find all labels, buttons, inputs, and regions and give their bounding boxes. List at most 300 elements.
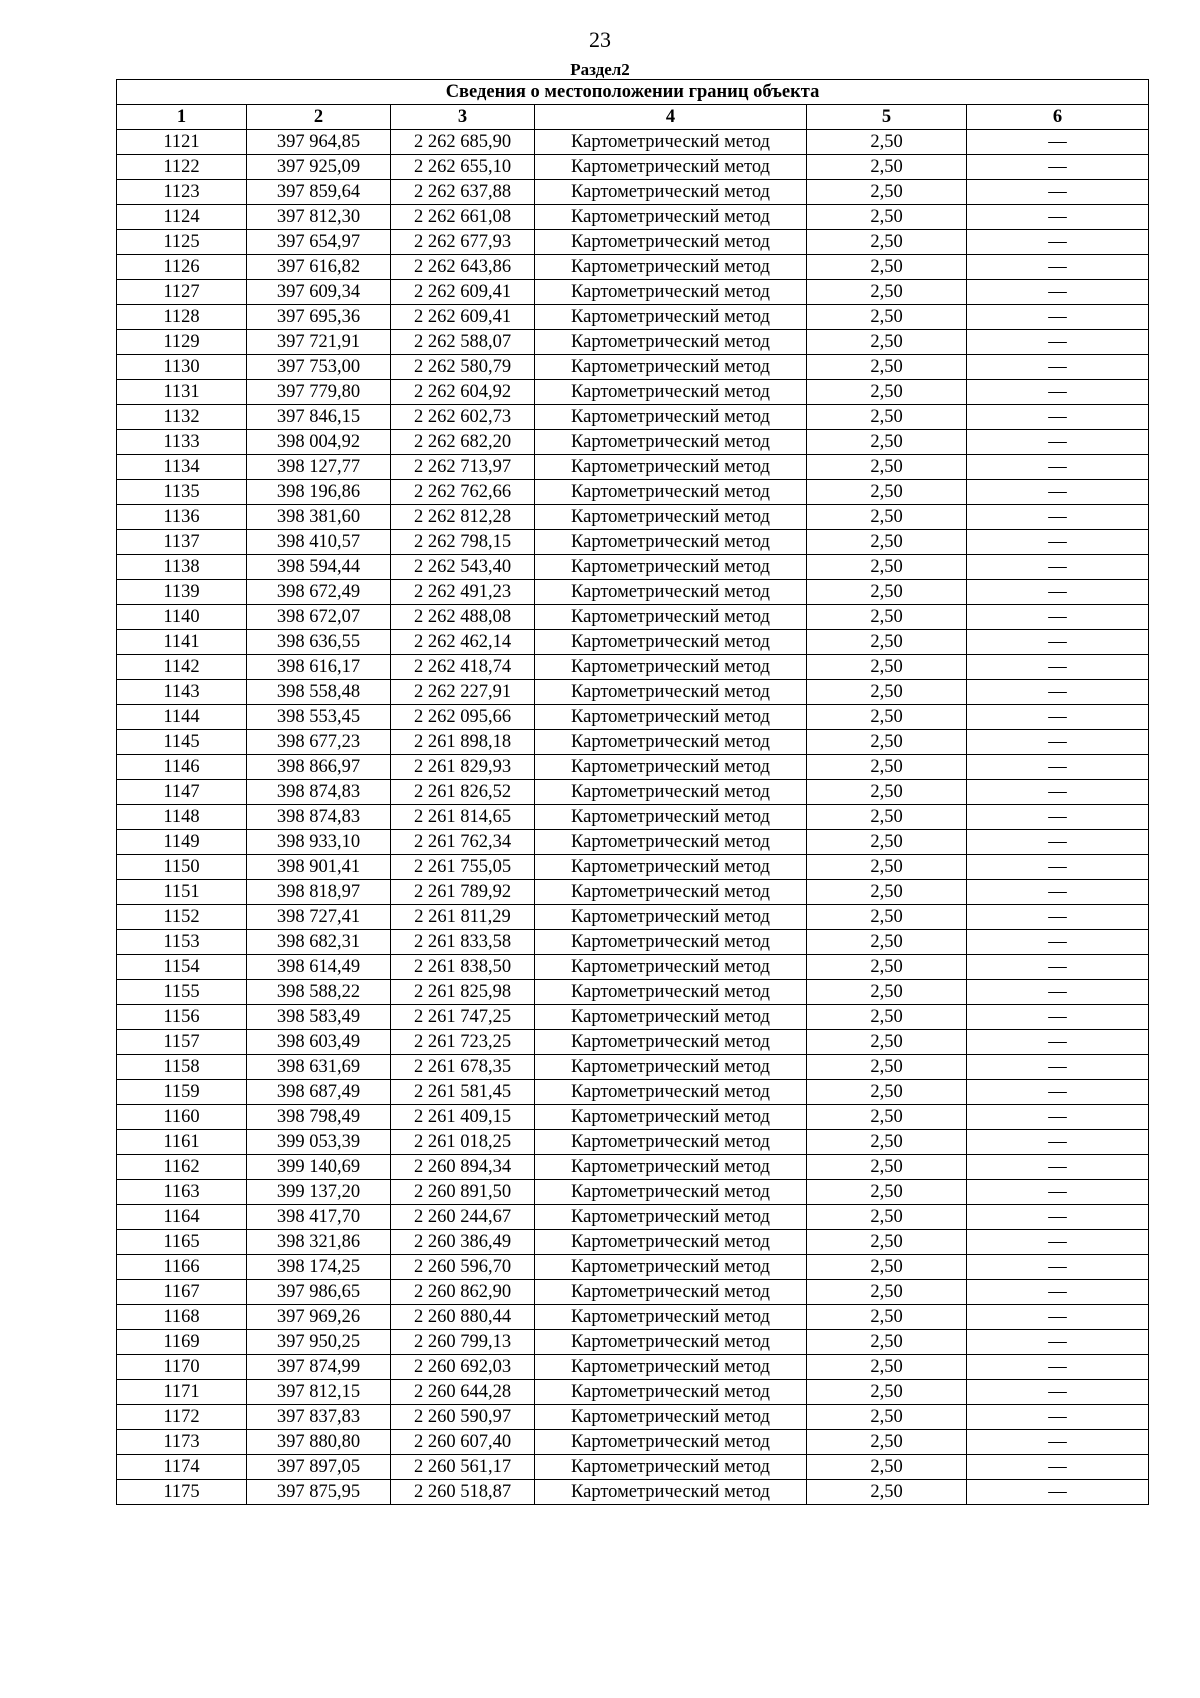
y-coordinate-cell: 2 262 609,41 (391, 280, 535, 305)
table-row (117, 1230, 1149, 1255)
point-number-cell: 1166 (117, 1255, 247, 1280)
y-coordinate-cell: 2 262 418,74 (391, 655, 535, 680)
x-coordinate-cell: 398 558,48 (247, 680, 391, 705)
x-coordinate-cell: 397 846,15 (247, 405, 391, 430)
x-coordinate-cell: 399 053,39 (247, 1130, 391, 1155)
point-number-cell: 1126 (117, 255, 247, 280)
description-cell: — (967, 1105, 1149, 1130)
description-cell: — (967, 1180, 1149, 1205)
y-coordinate-cell: 2 261 678,35 (391, 1055, 535, 1080)
description-cell: — (967, 505, 1149, 530)
y-coordinate-cell: 2 262 604,92 (391, 380, 535, 405)
method-cell: Картометрический метод (535, 530, 807, 555)
y-coordinate-cell: 2 261 826,52 (391, 780, 535, 805)
point-number-cell: 1173 (117, 1430, 247, 1455)
accuracy-cell: 2,50 (807, 1130, 967, 1155)
table-row (117, 1355, 1149, 1380)
accuracy-cell: 2,50 (807, 1230, 967, 1255)
x-coordinate-cell: 398 004,92 (247, 430, 391, 455)
accuracy-cell: 2,50 (807, 505, 967, 530)
y-coordinate-cell: 2 262 655,10 (391, 155, 535, 180)
y-coordinate-cell: 2 261 838,50 (391, 955, 535, 980)
x-coordinate-cell: 398 174,25 (247, 1255, 391, 1280)
table-row (117, 280, 1149, 305)
y-coordinate-cell: 2 261 755,05 (391, 855, 535, 880)
point-number-cell: 1135 (117, 480, 247, 505)
y-coordinate-cell: 2 262 812,28 (391, 505, 535, 530)
description-cell: — (967, 380, 1149, 405)
table-row (117, 255, 1149, 280)
y-coordinate-cell: 2 261 762,34 (391, 830, 535, 855)
point-number-cell: 1153 (117, 930, 247, 955)
x-coordinate-cell: 397 986,65 (247, 1280, 391, 1305)
point-number-cell: 1132 (117, 405, 247, 430)
x-coordinate-cell: 399 140,69 (247, 1155, 391, 1180)
point-number-cell: 1161 (117, 1130, 247, 1155)
method-cell: Картометрический метод (535, 1430, 807, 1455)
point-number-cell: 1152 (117, 905, 247, 930)
y-coordinate-cell: 2 260 862,90 (391, 1280, 535, 1305)
point-number-cell: 1134 (117, 455, 247, 480)
y-coordinate-cell: 2 260 692,03 (391, 1355, 535, 1380)
y-coordinate-cell: 2 260 891,50 (391, 1180, 535, 1205)
x-coordinate-cell: 397 950,25 (247, 1330, 391, 1355)
y-coordinate-cell: 2 262 491,23 (391, 580, 535, 605)
method-cell: Картометрический метод (535, 905, 807, 930)
x-coordinate-cell: 398 631,69 (247, 1055, 391, 1080)
point-number-cell: 1165 (117, 1230, 247, 1255)
accuracy-cell: 2,50 (807, 480, 967, 505)
y-coordinate-cell: 2 261 789,92 (391, 880, 535, 905)
method-cell: Картометрический метод (535, 480, 807, 505)
table-row (117, 930, 1149, 955)
x-coordinate-cell: 398 933,10 (247, 830, 391, 855)
y-coordinate-cell: 2 260 644,28 (391, 1380, 535, 1405)
point-number-cell: 1131 (117, 380, 247, 405)
accuracy-cell: 2,50 (807, 580, 967, 605)
method-cell: Картометрический метод (535, 1280, 807, 1305)
accuracy-cell: 2,50 (807, 405, 967, 430)
table-row (117, 1305, 1149, 1330)
method-cell: Картометрический метод (535, 1355, 807, 1380)
table-caption: Сведения о местоположении границ объекта (117, 80, 1149, 105)
y-coordinate-cell: 2 260 244,67 (391, 1205, 535, 1230)
description-cell: — (967, 830, 1149, 855)
accuracy-cell: 2,50 (807, 855, 967, 880)
x-coordinate-cell: 397 721,91 (247, 330, 391, 355)
y-coordinate-cell: 2 262 543,40 (391, 555, 535, 580)
point-number-cell: 1125 (117, 230, 247, 255)
point-number-cell: 1121 (117, 130, 247, 155)
point-number-cell: 1127 (117, 280, 247, 305)
description-cell: — (967, 805, 1149, 830)
description-cell: — (967, 430, 1149, 455)
x-coordinate-cell: 398 818,97 (247, 880, 391, 905)
y-coordinate-cell: 2 261 825,98 (391, 980, 535, 1005)
table-row (117, 580, 1149, 605)
accuracy-cell: 2,50 (807, 1055, 967, 1080)
method-cell: Картометрический метод (535, 130, 807, 155)
x-coordinate-cell: 397 880,80 (247, 1430, 391, 1455)
description-cell: — (967, 1255, 1149, 1280)
table-row (117, 1380, 1149, 1405)
table-row (117, 130, 1149, 155)
table-row (117, 405, 1149, 430)
x-coordinate-cell: 398 798,49 (247, 1105, 391, 1130)
description-cell: — (967, 480, 1149, 505)
method-cell: Картометрический метод (535, 780, 807, 805)
x-coordinate-cell: 397 969,26 (247, 1305, 391, 1330)
column-number: 5 (807, 105, 967, 130)
table-row (117, 530, 1149, 555)
x-coordinate-cell: 398 866,97 (247, 755, 391, 780)
y-coordinate-cell: 2 262 713,97 (391, 455, 535, 480)
method-cell: Картометрический метод (535, 1405, 807, 1430)
description-cell: — (967, 1280, 1149, 1305)
point-number-cell: 1141 (117, 630, 247, 655)
table-row (117, 780, 1149, 805)
accuracy-cell: 2,50 (807, 255, 967, 280)
accuracy-cell: 2,50 (807, 1255, 967, 1280)
accuracy-cell: 2,50 (807, 1405, 967, 1430)
table-row (117, 555, 1149, 580)
boundary-coordinates-table (116, 79, 1149, 1505)
point-number-cell: 1175 (117, 1480, 247, 1505)
description-cell: — (967, 1130, 1149, 1155)
x-coordinate-cell: 397 695,36 (247, 305, 391, 330)
x-coordinate-cell: 397 925,09 (247, 155, 391, 180)
description-cell: — (967, 1055, 1149, 1080)
description-cell: — (967, 1380, 1149, 1405)
accuracy-cell: 2,50 (807, 805, 967, 830)
description-cell: — (967, 180, 1149, 205)
x-coordinate-cell: 398 603,49 (247, 1030, 391, 1055)
point-number-cell: 1171 (117, 1380, 247, 1405)
point-number-cell: 1138 (117, 555, 247, 580)
description-cell: — (967, 1355, 1149, 1380)
x-coordinate-cell: 398 874,83 (247, 780, 391, 805)
table-row (117, 1280, 1149, 1305)
x-coordinate-cell: 397 837,83 (247, 1405, 391, 1430)
x-coordinate-cell: 398 874,83 (247, 805, 391, 830)
column-number: 4 (535, 105, 807, 130)
method-cell: Картометрический метод (535, 580, 807, 605)
description-cell: — (967, 1330, 1149, 1355)
description-cell: — (967, 1405, 1149, 1430)
table-row (117, 430, 1149, 455)
point-number-cell: 1137 (117, 530, 247, 555)
x-coordinate-cell: 397 964,85 (247, 130, 391, 155)
description-cell: — (967, 555, 1149, 580)
accuracy-cell: 2,50 (807, 1180, 967, 1205)
description-cell: — (967, 1230, 1149, 1255)
method-cell: Картометрический метод (535, 930, 807, 955)
accuracy-cell: 2,50 (807, 1455, 967, 1480)
point-number-cell: 1164 (117, 1205, 247, 1230)
method-cell: Картометрический метод (535, 1255, 807, 1280)
accuracy-cell: 2,50 (807, 305, 967, 330)
description-cell: — (967, 605, 1149, 630)
method-cell: Картометрический метод (535, 1230, 807, 1255)
table-row (117, 730, 1149, 755)
x-coordinate-cell: 398 672,07 (247, 605, 391, 630)
method-cell: Картометрический метод (535, 430, 807, 455)
column-number: 2 (247, 105, 391, 130)
table-row (117, 1180, 1149, 1205)
point-number-cell: 1168 (117, 1305, 247, 1330)
table-row (117, 230, 1149, 255)
y-coordinate-cell: 2 262 609,41 (391, 305, 535, 330)
accuracy-cell: 2,50 (807, 1430, 967, 1455)
x-coordinate-cell: 398 381,60 (247, 505, 391, 530)
description-cell: — (967, 580, 1149, 605)
x-coordinate-cell: 397 812,15 (247, 1380, 391, 1405)
description-cell: — (967, 980, 1149, 1005)
method-cell: Картометрический метод (535, 830, 807, 855)
table-row (117, 1105, 1149, 1130)
point-number-cell: 1158 (117, 1055, 247, 1080)
x-coordinate-cell: 397 616,82 (247, 255, 391, 280)
method-cell: Картометрический метод (535, 155, 807, 180)
x-coordinate-cell: 398 677,23 (247, 730, 391, 755)
method-cell: Картометрический метод (535, 1380, 807, 1405)
x-coordinate-cell: 397 897,05 (247, 1455, 391, 1480)
method-cell: Картометрический метод (535, 505, 807, 530)
description-cell: — (967, 955, 1149, 980)
y-coordinate-cell: 2 262 588,07 (391, 330, 535, 355)
section-title: Раздел2 (570, 60, 630, 79)
x-coordinate-cell: 397 812,30 (247, 205, 391, 230)
accuracy-cell: 2,50 (807, 1305, 967, 1330)
x-coordinate-cell: 398 672,49 (247, 580, 391, 605)
method-cell: Картометрический метод (535, 280, 807, 305)
description-cell: — (967, 255, 1149, 280)
x-coordinate-cell: 397 859,64 (247, 180, 391, 205)
method-cell: Картометрический метод (535, 205, 807, 230)
accuracy-cell: 2,50 (807, 905, 967, 930)
table-row (117, 980, 1149, 1005)
accuracy-cell: 2,50 (807, 1080, 967, 1105)
point-number-cell: 1122 (117, 155, 247, 180)
description-cell: — (967, 530, 1149, 555)
point-number-cell: 1154 (117, 955, 247, 980)
y-coordinate-cell: 2 261 747,25 (391, 1005, 535, 1030)
method-cell: Картометрический метод (535, 1480, 807, 1505)
description-cell: — (967, 1480, 1149, 1505)
point-number-cell: 1159 (117, 1080, 247, 1105)
accuracy-cell: 2,50 (807, 1280, 967, 1305)
table-row (117, 155, 1149, 180)
point-number-cell: 1163 (117, 1180, 247, 1205)
table-row (117, 680, 1149, 705)
point-number-cell: 1133 (117, 430, 247, 455)
accuracy-cell: 2,50 (807, 355, 967, 380)
accuracy-cell: 2,50 (807, 705, 967, 730)
table-row (117, 1055, 1149, 1080)
y-coordinate-cell: 2 260 386,49 (391, 1230, 535, 1255)
method-cell: Картометрический метод (535, 1330, 807, 1355)
table-row (117, 1430, 1149, 1455)
y-coordinate-cell: 2 260 590,97 (391, 1405, 535, 1430)
description-cell: — (967, 280, 1149, 305)
y-coordinate-cell: 2 261 829,93 (391, 755, 535, 780)
y-coordinate-cell: 2 262 798,15 (391, 530, 535, 555)
point-number-cell: 1140 (117, 605, 247, 630)
x-coordinate-cell: 398 553,45 (247, 705, 391, 730)
description-cell: — (967, 205, 1149, 230)
method-cell: Картометрический метод (535, 1105, 807, 1130)
y-coordinate-cell: 2 262 661,08 (391, 205, 535, 230)
point-number-cell: 1151 (117, 880, 247, 905)
method-cell: Картометрический метод (535, 555, 807, 580)
table-row (117, 305, 1149, 330)
point-number-cell: 1139 (117, 580, 247, 605)
description-cell: — (967, 1005, 1149, 1030)
y-coordinate-cell: 2 260 880,44 (391, 1305, 535, 1330)
accuracy-cell: 2,50 (807, 180, 967, 205)
x-coordinate-cell: 398 583,49 (247, 1005, 391, 1030)
method-cell: Картометрический метод (535, 855, 807, 880)
point-number-cell: 1167 (117, 1280, 247, 1305)
description-cell: — (967, 1455, 1149, 1480)
description-cell: — (967, 880, 1149, 905)
accuracy-cell: 2,50 (807, 330, 967, 355)
x-coordinate-cell: 398 127,77 (247, 455, 391, 480)
y-coordinate-cell: 2 261 723,25 (391, 1030, 535, 1055)
y-coordinate-cell: 2 262 685,90 (391, 130, 535, 155)
column-number: 1 (117, 105, 247, 130)
table-row (117, 180, 1149, 205)
description-cell: — (967, 930, 1149, 955)
point-number-cell: 1150 (117, 855, 247, 880)
description-cell: — (967, 780, 1149, 805)
point-number-cell: 1142 (117, 655, 247, 680)
y-coordinate-cell: 2 260 607,40 (391, 1430, 535, 1455)
x-coordinate-cell: 397 753,00 (247, 355, 391, 380)
description-cell: — (967, 705, 1149, 730)
description-cell: — (967, 130, 1149, 155)
table-row (117, 205, 1149, 230)
table-row (117, 1005, 1149, 1030)
x-coordinate-cell: 398 616,17 (247, 655, 391, 680)
y-coordinate-cell: 2 260 799,13 (391, 1330, 535, 1355)
method-cell: Картометрический метод (535, 755, 807, 780)
accuracy-cell: 2,50 (807, 730, 967, 755)
accuracy-cell: 2,50 (807, 605, 967, 630)
accuracy-cell: 2,50 (807, 1355, 967, 1380)
description-cell: — (967, 1030, 1149, 1055)
point-number-cell: 1136 (117, 505, 247, 530)
point-number-cell: 1174 (117, 1455, 247, 1480)
x-coordinate-cell: 398 588,22 (247, 980, 391, 1005)
y-coordinate-cell: 2 260 894,34 (391, 1155, 535, 1180)
y-coordinate-cell: 2 262 637,88 (391, 180, 535, 205)
accuracy-cell: 2,50 (807, 430, 967, 455)
point-number-cell: 1124 (117, 205, 247, 230)
table-row (117, 855, 1149, 880)
accuracy-cell: 2,50 (807, 1205, 967, 1230)
accuracy-cell: 2,50 (807, 280, 967, 305)
point-number-cell: 1123 (117, 180, 247, 205)
description-cell: — (967, 1205, 1149, 1230)
y-coordinate-cell: 2 262 643,86 (391, 255, 535, 280)
method-cell: Картометрический метод (535, 455, 807, 480)
accuracy-cell: 2,50 (807, 130, 967, 155)
description-cell: — (967, 330, 1149, 355)
point-number-cell: 1130 (117, 355, 247, 380)
table-row (117, 1255, 1149, 1280)
accuracy-cell: 2,50 (807, 630, 967, 655)
x-coordinate-cell: 399 137,20 (247, 1180, 391, 1205)
method-cell: Картометрический метод (535, 1055, 807, 1080)
page-number: 23 (589, 27, 611, 52)
point-number-cell: 1143 (117, 680, 247, 705)
x-coordinate-cell: 398 682,31 (247, 930, 391, 955)
point-number-cell: 1162 (117, 1155, 247, 1180)
point-number-cell: 1160 (117, 1105, 247, 1130)
method-cell: Картометрический метод (535, 255, 807, 280)
x-coordinate-cell: 398 901,41 (247, 855, 391, 880)
table-row (117, 355, 1149, 380)
accuracy-cell: 2,50 (807, 555, 967, 580)
table-row (117, 1455, 1149, 1480)
accuracy-cell: 2,50 (807, 980, 967, 1005)
accuracy-cell: 2,50 (807, 755, 967, 780)
x-coordinate-cell: 398 417,70 (247, 1205, 391, 1230)
point-number-cell: 1157 (117, 1030, 247, 1055)
description-cell: — (967, 1305, 1149, 1330)
method-cell: Картометрический метод (535, 1180, 807, 1205)
column-number-row (117, 105, 1149, 130)
x-coordinate-cell: 398 594,44 (247, 555, 391, 580)
method-cell: Картометрический метод (535, 705, 807, 730)
y-coordinate-cell: 2 262 602,73 (391, 405, 535, 430)
description-cell: — (967, 1430, 1149, 1455)
table-row (117, 880, 1149, 905)
method-cell: Картометрический метод (535, 1080, 807, 1105)
method-cell: Картометрический метод (535, 230, 807, 255)
table-row (117, 905, 1149, 930)
y-coordinate-cell: 2 261 018,25 (391, 1130, 535, 1155)
table-row (117, 830, 1149, 855)
table-caption-row (117, 80, 1149, 105)
table-row (117, 1405, 1149, 1430)
table-row (117, 1130, 1149, 1155)
x-coordinate-cell: 397 875,95 (247, 1480, 391, 1505)
method-cell: Картометрический метод (535, 730, 807, 755)
y-coordinate-cell: 2 261 898,18 (391, 730, 535, 755)
method-cell: Картометрический метод (535, 605, 807, 630)
accuracy-cell: 2,50 (807, 1480, 967, 1505)
column-number: 3 (391, 105, 535, 130)
y-coordinate-cell: 2 261 833,58 (391, 930, 535, 955)
table-row (117, 330, 1149, 355)
method-cell: Картометрический метод (535, 1455, 807, 1480)
method-cell: Картометрический метод (535, 630, 807, 655)
table-row (117, 480, 1149, 505)
accuracy-cell: 2,50 (807, 380, 967, 405)
table-row (117, 955, 1149, 980)
x-coordinate-cell: 397 609,34 (247, 280, 391, 305)
x-coordinate-cell: 398 614,49 (247, 955, 391, 980)
description-cell: — (967, 455, 1149, 480)
table-row (117, 1480, 1149, 1505)
description-cell: — (967, 305, 1149, 330)
y-coordinate-cell: 2 262 682,20 (391, 430, 535, 455)
point-number-cell: 1170 (117, 1355, 247, 1380)
method-cell: Картометрический метод (535, 330, 807, 355)
description-cell: — (967, 855, 1149, 880)
